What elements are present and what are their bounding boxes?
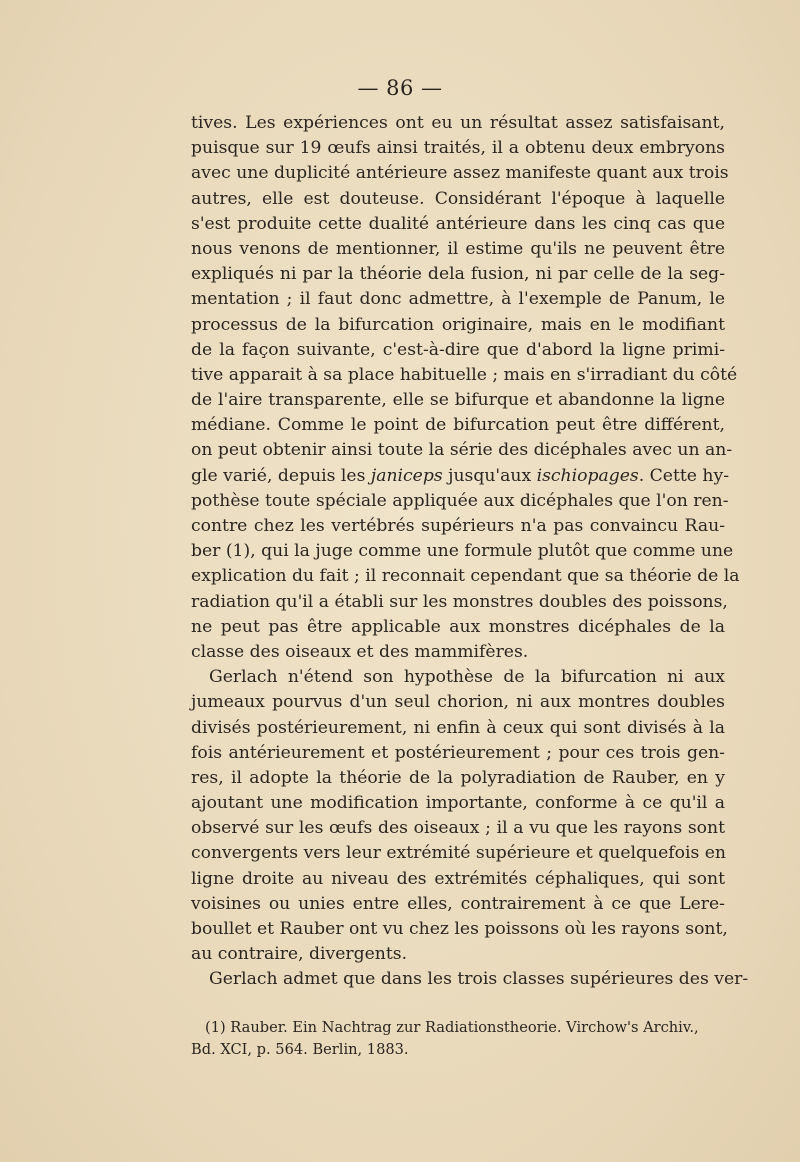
- text-line: ligne droite au niveau des extrémités céphaliques, qui sont: [191, 868, 725, 889]
- text-line: boullet et Rauber ont vu chez les poissons où les rayons sont,: [191, 919, 728, 939]
- text-line: de la façon suivante, c'est-à-dire que d'abord la ligne primi-: [191, 339, 725, 360]
- text-line: au contraire, divergents.: [191, 944, 408, 965]
- text-segment: jusqu'aux: [442, 465, 537, 486]
- text-line: on peut obtenir ainsi toute la série des dicéphales avec un an-: [191, 440, 733, 461]
- text-segment: gle varié, depuis les: [191, 465, 371, 486]
- text-line: ne peut pas être applicable aux monstres dicéphales de la: [191, 616, 725, 637]
- text-line: classe des oiseaux et des mammifères.: [191, 641, 529, 662]
- text-line: convergents vers leur extrémité supérieure et quelquefois en: [191, 843, 726, 864]
- text-line: mentation ; il faut donc admettre, à l'exemple de Panum, le: [191, 289, 725, 310]
- text-line: res, il adopte la théorie de la polyradiation de Rauber, en y: [191, 767, 725, 788]
- text-line: jumeaux pourvus d'un seul chorion, ni aux montres doubles: [191, 692, 725, 713]
- text-line: explication du fait ; il reconnait cependant que sa théorie de la: [191, 566, 740, 587]
- text-line: tives. Les expériences ont eu un résultat assez satisfaisant,: [191, 113, 725, 133]
- text-line: s'est produite cette dualité antérieure dans les cinq cas que: [191, 213, 725, 234]
- text-line: pothèse toute spéciale appliquée aux dicéphales que l'on ren-: [191, 490, 729, 511]
- text-line: contre chez les vertébrés supérieurs n'a pas convaincu Rau-: [191, 516, 725, 536]
- footnote-line: (1) Rauber. Ein Nachtrag zur Radiationstheorie. Virchow's Archiv.,: [205, 1019, 699, 1036]
- body-text: [191, 111, 749, 993]
- page-number: — 86 —: [357, 76, 443, 100]
- text-line: observé sur les œufs des oiseaux ; il a vu que les rayons sont: [191, 818, 725, 839]
- text-line: fois antérieurement et postérieurement ; pour ces trois gen-: [191, 742, 725, 763]
- text-line: expliqués ni par la théorie dela fusion, ni par celle de la seg-: [191, 264, 725, 285]
- text-line: ber (1), qui la juge comme une formule plutôt que comme une: [191, 541, 734, 562]
- text-line: processus de la bifurcation originaire, mais en le modifiant: [191, 314, 725, 335]
- text-line: autres, elle est douteuse. Considérant l'époque à laquelle: [191, 188, 725, 209]
- text-line: Gerlach n'étend son hypothèse de la bifurcation ni aux: [209, 667, 725, 688]
- text-line: nous venons de mentionner, il estime qu'ils ne peuvent être: [191, 238, 725, 259]
- footnote: [191, 1017, 725, 1061]
- text-line: divisés postérieurement, ni enfin à ceux qui sont divisés à la: [191, 717, 725, 738]
- italic-term: ischiopages: [536, 465, 639, 486]
- text-line: radiation qu'il a établi sur les monstres doubles des poissons,: [191, 591, 728, 612]
- text-line: voisines ou unies entre elles, contrairement à ce que Lere-: [191, 893, 725, 914]
- text-line: ajoutant une modification importante, conforme à ce qu'il a: [191, 793, 725, 814]
- text-line: avec une duplicité antérieure assez manifeste quant aux trois: [191, 163, 729, 184]
- text-line-with-italics: [191, 464, 730, 489]
- text-segment: . Cette hy-: [638, 465, 730, 486]
- text-line: de l'aire transparente, elle se bifurque et abandonne la ligne: [191, 390, 725, 411]
- text-line: Gerlach admet que dans les trois classes supérieures des ver-: [209, 969, 749, 990]
- italic-term: janiceps: [370, 465, 443, 486]
- text-line: puisque sur 19 œufs ainsi traités, il a obtenu deux embryons: [191, 138, 725, 159]
- text-line: tive apparait à sa place habituelle ; mais en s'irradiant du côté: [191, 364, 738, 385]
- text-line: médiane. Comme le point de bifurcation peut être différent,: [191, 415, 725, 436]
- footnote-line: Bd. XCI, p. 564. Berlin, 1883.: [191, 1041, 409, 1058]
